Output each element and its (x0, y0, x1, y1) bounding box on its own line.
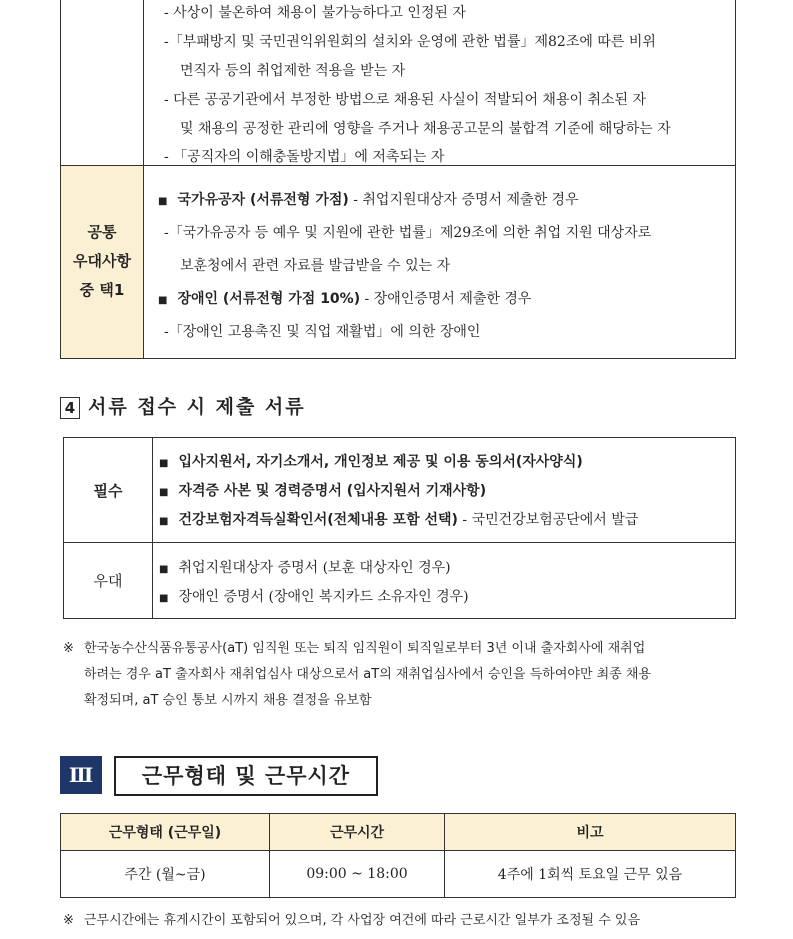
section3-note: 근무시간에는 휴게시간이 포함되어 있으며, 각 사업장 여건에 따라 근로시간 일부가 조정될 수 있음 (84, 913, 641, 928)
bullet-square-icon: ■ (159, 487, 169, 498)
section4-note-mark: ※ (63, 641, 74, 656)
bullet-square-icon: ■ (159, 593, 169, 604)
preference-header-line: 공통 (87, 223, 117, 242)
schedule-table (60, 813, 736, 898)
section4-title: 서류 접수 시 제출 서류 (88, 396, 306, 418)
ineligible-cell (144, 0, 736, 165)
ineligible-line: - 사상이 불온하여 채용이 불가능하다고 인정된 자 (164, 5, 466, 21)
section3-title: 근무형태 및 근무시간 (114, 756, 378, 796)
ineligible-line: - 다른 공공기관에서 부정한 방법으로 채용된 사실이 적발되어 채용이 취소된 자 (164, 92, 646, 108)
required-item: ■ 건강보험자격득실확인서(전체내용 포함 선택) - 국민건강보험공단에서 발급 (159, 512, 639, 528)
col-header-type: 근무형태 (근무일) (61, 814, 270, 851)
note-line: 하려는 경우 aT 출자회사 재취업심사 대상으로서 aT의 재취업심사에서 승인을 득하여야만 최종 채용 (84, 667, 652, 682)
preference-header-line: 중 택1 (79, 281, 125, 300)
required-cell (153, 438, 736, 543)
section3-badge: Ⅲ (60, 756, 102, 794)
preference-header-cell (61, 165, 144, 359)
bullet-square-icon: ■ (159, 564, 169, 575)
bullet-square-icon: ■ (159, 516, 169, 527)
pref-veteran-title: 국가유공자 (서류전형 가점) (177, 191, 349, 208)
cell-notes: 4주에 1회씩 토요일 근무 있음 (445, 851, 736, 898)
pref-veteran-desc: - 취업지원대상자 증명서 제출한 경우 (348, 191, 579, 208)
ineligible-line: -「부패방지 및 국민권익위원회의 설치와 운영에 관한 법률」제82조에 따른 비위 (164, 34, 656, 50)
ineligible-line: 및 채용의 공정한 관리에 영향을 주거나 채용공고문의 불합격 기준에 해당하는 자 (180, 121, 671, 137)
preference-header-line: 우대사항 (73, 252, 131, 271)
note-line: 한국농수산식품유통공사(aT) 임직원 또는 퇴직 임직원이 퇴직일로부터 3년 이내 출자회사에 재취업 (84, 641, 646, 656)
cell-hours: 09:00 ~ 18:00 (270, 851, 445, 898)
section4-note (84, 636, 739, 714)
note-line: 확정되며, aT 승인 통보 시까지 채용 결정을 유보함 (84, 693, 372, 708)
pref-disabled-sub: -「장애인 고용촉진 및 직업 재활법」에 의한 장애인 (164, 323, 481, 340)
ineligible-line: 면직자 등의 취업제한 적용을 받는 자 (180, 63, 406, 79)
required-item: ■ 입사지원서, 자기소개서, 개인정보 제공 및 이용 동의서(자사양식) (159, 454, 583, 470)
bullet-square-icon: ■ (159, 458, 169, 469)
bullet-square-icon: ■ (158, 195, 168, 207)
required-item: ■ 자격증 사본 및 경력증명서 (입사지원서 기재사항) (159, 483, 487, 499)
section3-note-mark: ※ (63, 913, 74, 928)
pref-veteran-sub: 보훈청에서 관련 자료를 발급받을 수 있는 자 (180, 257, 451, 274)
empty-header-cell (61, 0, 144, 165)
pref-disabled (158, 288, 531, 308)
section4-heading (60, 392, 306, 419)
col-header-notes: 비고 (445, 814, 736, 851)
preferred-label: 우대 (64, 543, 153, 619)
documents-table (63, 437, 736, 619)
preferred-cell (153, 543, 736, 619)
pref-disabled-desc: - 장애인증명서 제출한 경우 (360, 290, 532, 307)
pref-veteran (158, 189, 579, 209)
preference-cell (144, 165, 736, 359)
col-header-hours: 근무시간 (270, 814, 445, 851)
pref-disabled-title: 장애인 (서류전형 가점 10%) (177, 290, 361, 307)
cell-type: 주간 (월~금) (61, 851, 270, 898)
section4-number: 4 (60, 397, 80, 419)
eligibility-table (60, 0, 736, 359)
preferred-item: ■ 취업지원대상자 증명서 (보훈 대상자인 경우) (159, 560, 451, 576)
bullet-square-icon: ■ (158, 294, 168, 306)
ineligible-line: - 「공직자의 이해충돌방지법」에 저촉되는 자 (164, 149, 445, 165)
pref-veteran-sub: -「국가유공자 등 예우 및 지원에 관한 법률」제29조에 의한 취업 지원 대상자로 (164, 224, 652, 241)
required-label: 필수 (64, 438, 153, 543)
preferred-item: ■ 장애인 증명서 (장애인 복지카드 소유자인 경우) (159, 589, 469, 605)
